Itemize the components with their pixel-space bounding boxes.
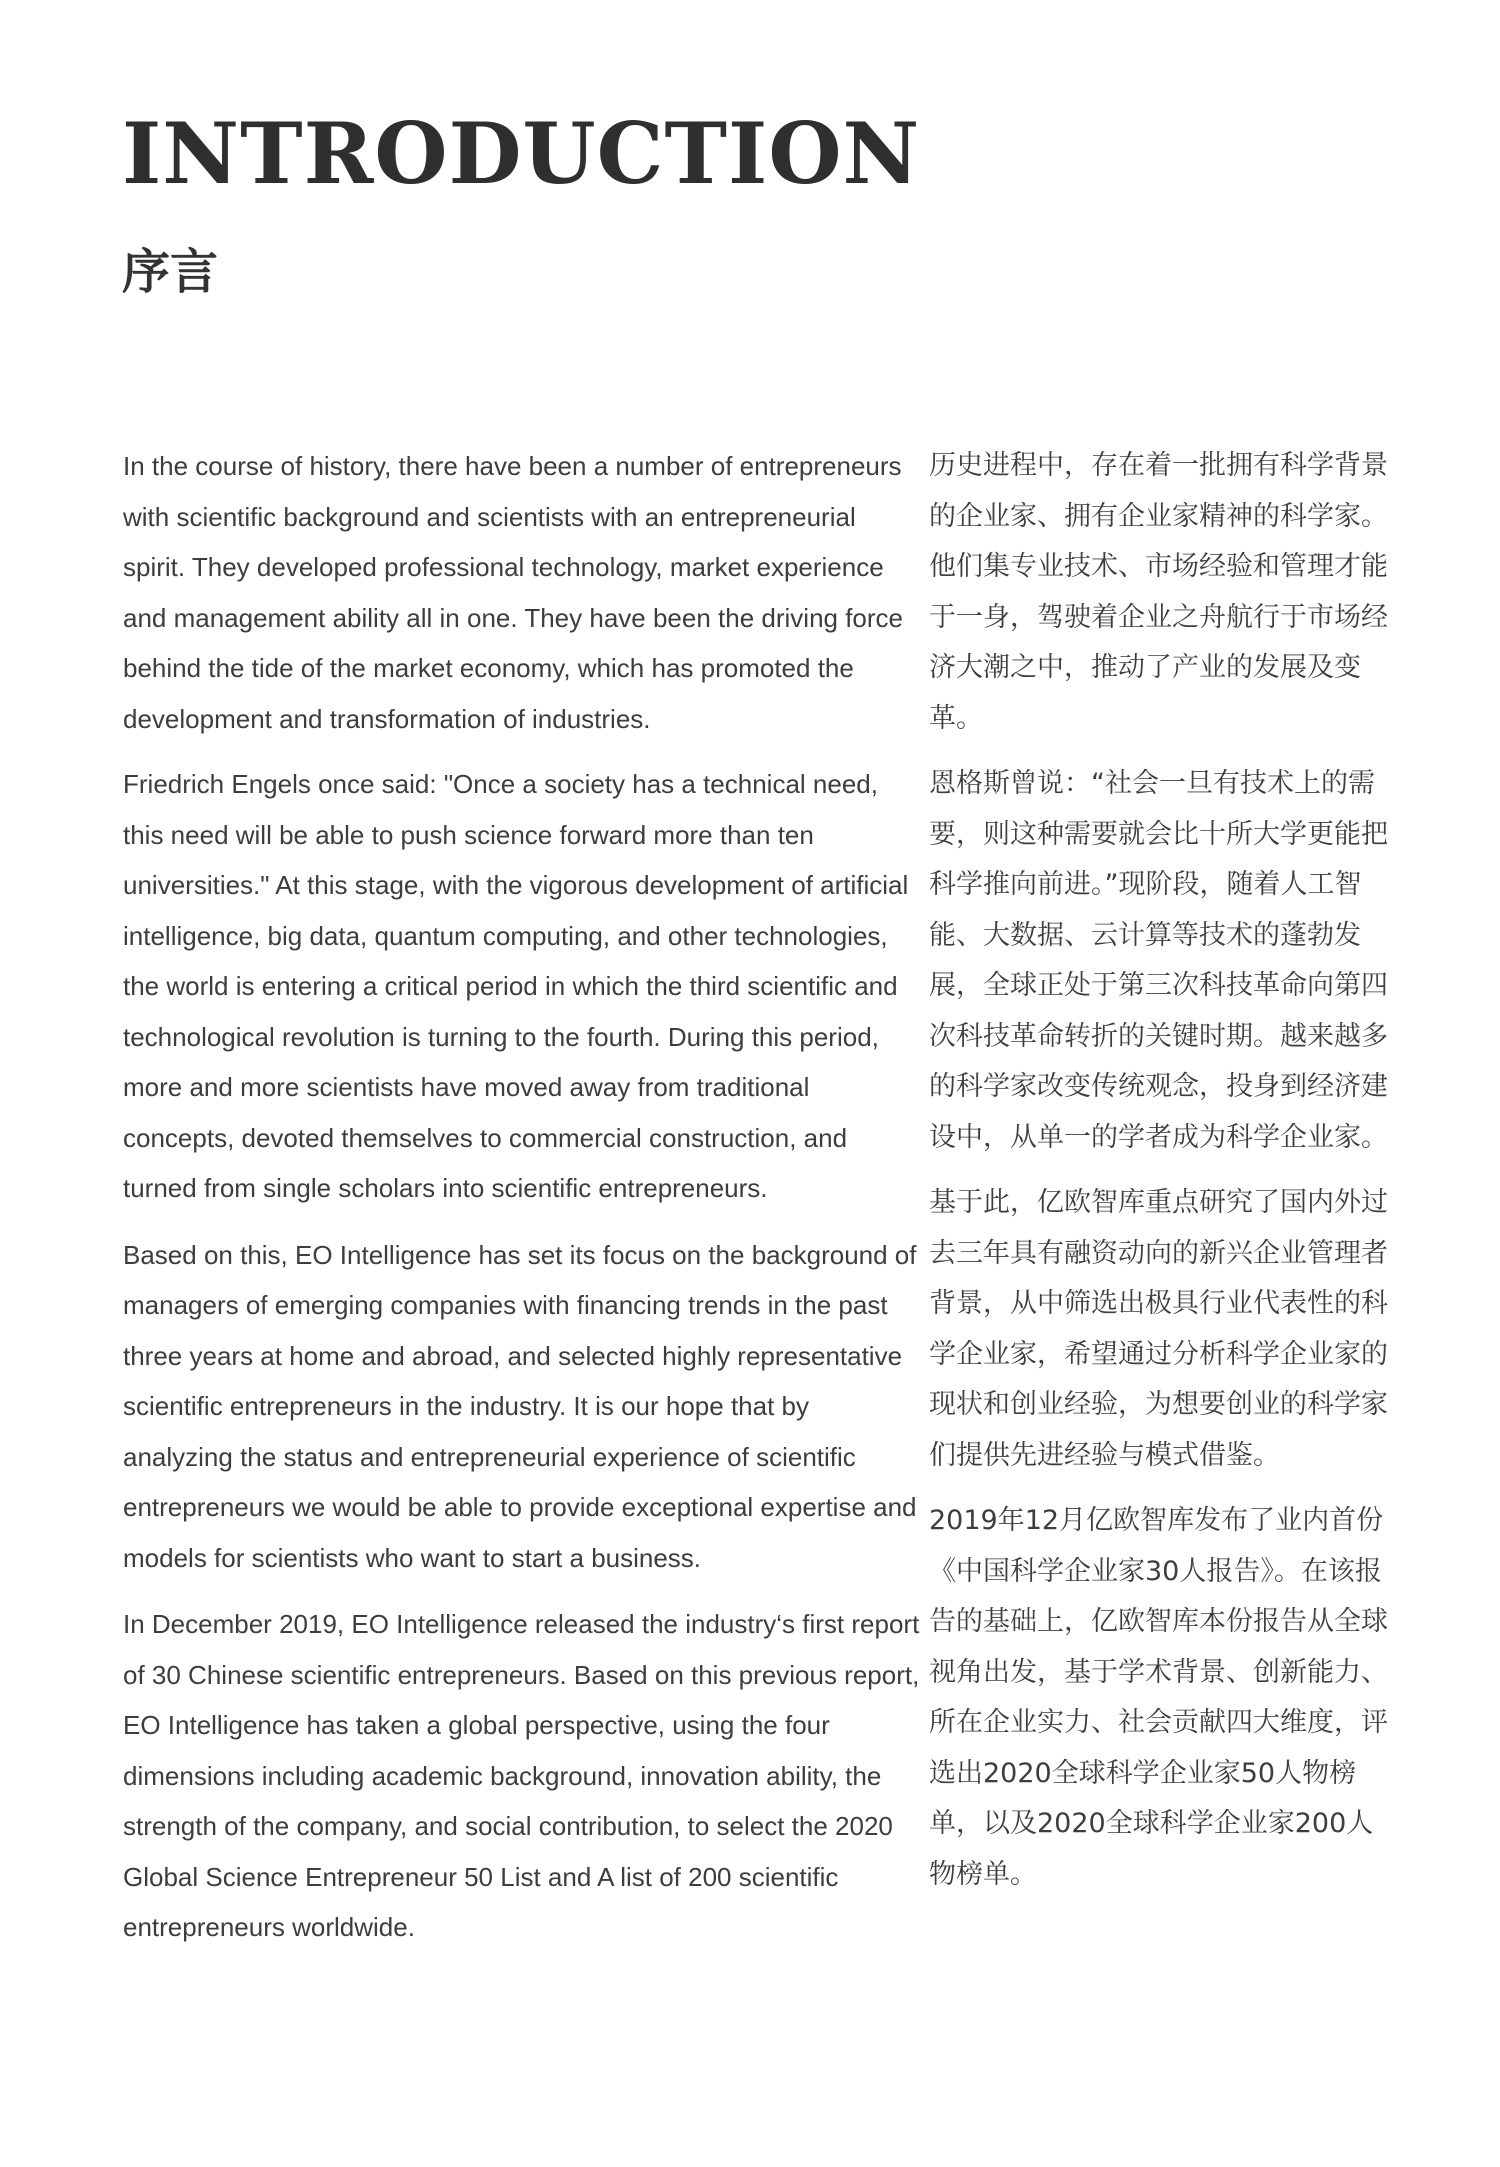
page-title-chinese: 序言 bbox=[122, 244, 219, 300]
chinese-paragraph: 恩格斯曾说：“社会一旦有技术上的需要，则这种需要就会比十所大学更能把科学推向前进。”现阶段，随着人工智能、大数据、云计算等技术的蓬勃发展，全球正处于第三次科技革命向第四次科技革命转折的关键时期。越来越多的科学家改变传统观念，投身到经济建设中，从单一的学者成为科学企业家。 bbox=[929, 768, 1388, 1153]
english-paragraph: In December 2019, EO Intelligence released the industry‘s first report of 30 Chinese scientific entrepreneurs. Based on this previous report, EO Intelligence has taken a global perspective, using the four dimensions including academic background, innovation ability, the strength of the company, and social contribution, to select the 2020 Global Science Entrepreneur 50 List and A list of 200 scientific entrepreneurs worldwide. bbox=[123, 1609, 920, 1942]
page-title-english: INTRODUCTION bbox=[122, 104, 921, 203]
chinese-paragraph: 基于此，亿欧智库重点研究了国内外过去三年具有融资动向的新兴企业管理者背景，从中筛选出极具行业代表性的科学企业家，希望通过分析科学企业家的现状和创业经验，为想要创业的科学家们提供先进经验与模式借鉴。 bbox=[929, 1187, 1388, 1471]
chinese-paragraph: 历史进程中，存在着一批拥有科学背景的企业家、拥有企业家精神的科学家。他们集专业技术、市场经验和管理才能于一身，驾驶着企业之舟航行于市场经济大潮之中，推动了产业的发展及变革。 bbox=[929, 450, 1388, 734]
english-paragraph: Based on this, EO Intelligence has set its focus on the background of managers of emerging companies with financing trends in the past three years at home and abroad, and selected highly representative scientific entrepreneurs in the industry. It is our hope that by analyzing the status and entrepreneurial experience of scientific entrepreneurs we would be able to provide exceptional expertise and models for scientists who want to start a business. bbox=[123, 1239, 917, 1573]
english-paragraph: In the course of history, there have been a number of entrepreneurs with scientific background and scientists with an entrepreneurial spirit. They developed professional technology, market experience and management ability all in one. They have been the driving force behind the tide of the market economy, which has promoted the development and transformation of industries. bbox=[123, 451, 904, 734]
chinese-paragraph: 2019年12月亿欧智库发布了业内首份《中国科学企业家30人报告》。在该报告的基础上，亿欧智库本份报告从全球视角出发，基于学术背景、创新能力、所在企业实力、社会贡献四大维度，评选出2020全球科学企业家50人物榜单，以及2020全球科学企业家200人物榜单。 bbox=[929, 1505, 1388, 1890]
english-paragraph: Friedrich Engels once said: "Once a society has a technical need, this need will be able to push science forward more than ten universities." At this stage, with the vigorous development of artificial intelligence, big data, quantum computing, and other technologies, the world is entering a critical period in which the third scientific and technological revolution is turning to the fourth. During this period, more and more scientists have moved away from traditional concepts, devoted themselves to commercial construction, and turned from single scholars into scientific entrepreneurs. bbox=[123, 769, 909, 1203]
chinese-text-column bbox=[929, 441, 1399, 1900]
english-text-column bbox=[123, 441, 923, 1953]
